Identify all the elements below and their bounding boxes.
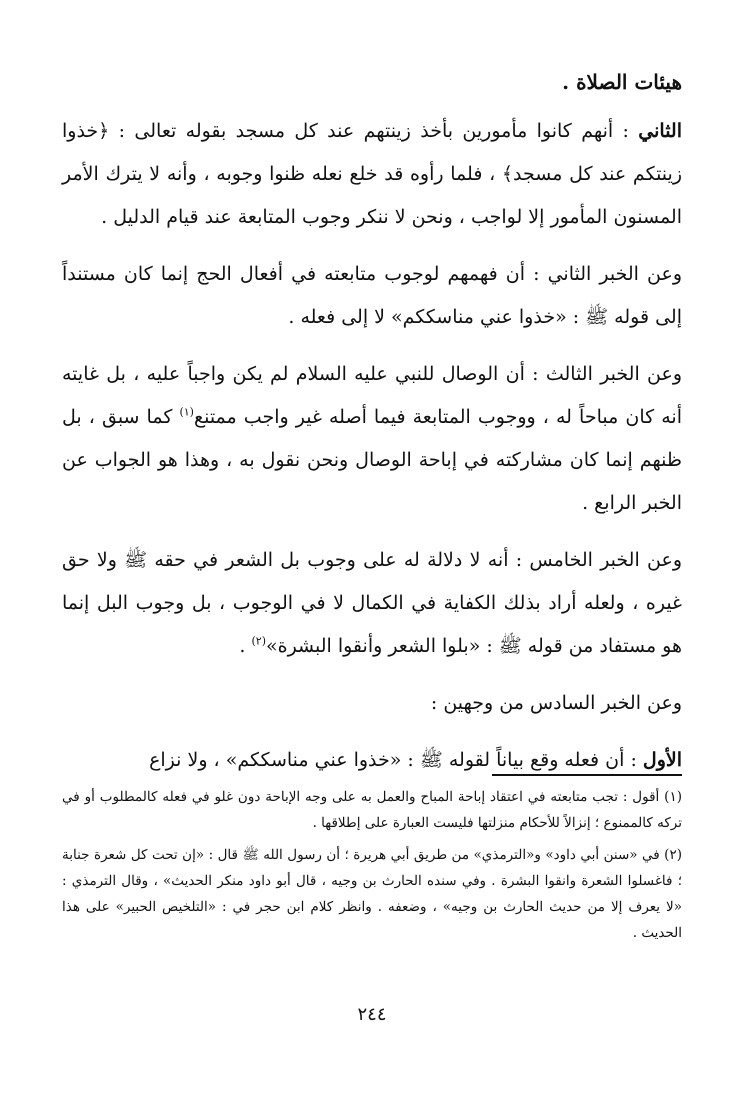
paragraph-text: : أنهم كانوا مأمورين بأخذ زينتهم عند كل مسجد بقوله تعالى : ﴿خذوا زينتكم عند كل مسجد﴾ ، فلما رأوه قد خلع نعله ظنوا وجوبه ، وأنه لا يترك الأمر المسنون المأمور إلا لواجب ، ونحن لا ننكر وجوب المتابعة عند قيام الدليل . <box>62 120 682 228</box>
footnote-divider <box>492 774 682 776</box>
paragraph-text: وعن الخبر الثاني : أن فهمهم لوجوب متابعته في أفعال الحج إنما كان مستنداً إلى قوله ﷺ : «خذوا عني مناسككم» لا إلى فعله . <box>62 263 682 328</box>
paragraph-third-report <box>62 353 682 525</box>
footnote-2: (٢) في «سنن أبي داود» و«الترمذي» من طريق أبي هريرة ؛ أن رسول الله ﷺ قال : «إن تحت كل شعرة جنابة ؛ فاغسلوا الشعرة وانقوا البشرة . وفي سنده الحارث بن وجيه ، قال أبو داود منكر الحديث» ، وقال الترمذي : «لا يعرف إلا من حديث الحارث بن وجيه» ، وضعفه . وانظر كلام ابن حجر في : «التلخيص الحبير» على هذا الحديث . <box>62 847 682 941</box>
paragraph-second-report <box>62 253 682 339</box>
paragraph-text: وعن الخبر الثالث : أن الوصال للنبي عليه السلام لم يكن واجباً عليه ، بل غايته أنه كان مباحاً له ، ووجوب المتابعة فيما أصله غير واجب ممتنع <box>62 363 682 428</box>
paragraph-fifth-report <box>62 539 682 668</box>
page-number: ٢٤٤ <box>357 1004 387 1025</box>
paragraph-lead: الأول <box>642 749 682 771</box>
paragraph-second <box>62 110 682 239</box>
paragraph-sixth-report <box>62 682 682 725</box>
footnote-1: (١) أقول : تجب متابعته في اعتقاد إباحة المباح والعمل به على وجه الإباحة دون غلو في فعله كالمطلوب أو في تركه كالممنوع ؛ إنزالاً للأحكام منزلتها فليست العبارة على إطلاقها . <box>62 789 682 831</box>
paragraph-text-tail: كما سبق ، بل ظنهم إنما كان مشاركته في إباحة الوصال ونحن نقول به ، وهذا هو الجواب عن الخبر الرابع . <box>62 406 682 514</box>
footnote-marker-1[interactable]: (١) <box>179 405 194 419</box>
paragraph-text: : أن فعله وقع بياناً لقوله ﷺ : «خذوا عني مناسككم» ، ولا نزاع <box>149 749 643 771</box>
paragraph-lead: الثاني <box>638 120 682 142</box>
footnote-marker-2[interactable]: (٢) <box>251 634 266 648</box>
paragraph-text: وعن الخبر الخامس : أنه لا دلالة له على وجوب بل الشعر في حقه ﷺ ولا حق غيره ، ولعله أراد بذلك الكفاية في الكمال لا في الوجوب ، بل وجوب البل إنما هو مستفاد من قوله ﷺ : «بلوا الشعر وأنقوا البشرة» <box>62 549 682 657</box>
paragraph-text: وعن الخبر السادس من وجهين : <box>430 692 682 714</box>
paragraph-text-tail: . <box>239 635 252 657</box>
running-header: هيئات الصلاة . <box>562 70 682 94</box>
document-page <box>62 62 682 1072</box>
footnotes-section <box>62 784 682 952</box>
